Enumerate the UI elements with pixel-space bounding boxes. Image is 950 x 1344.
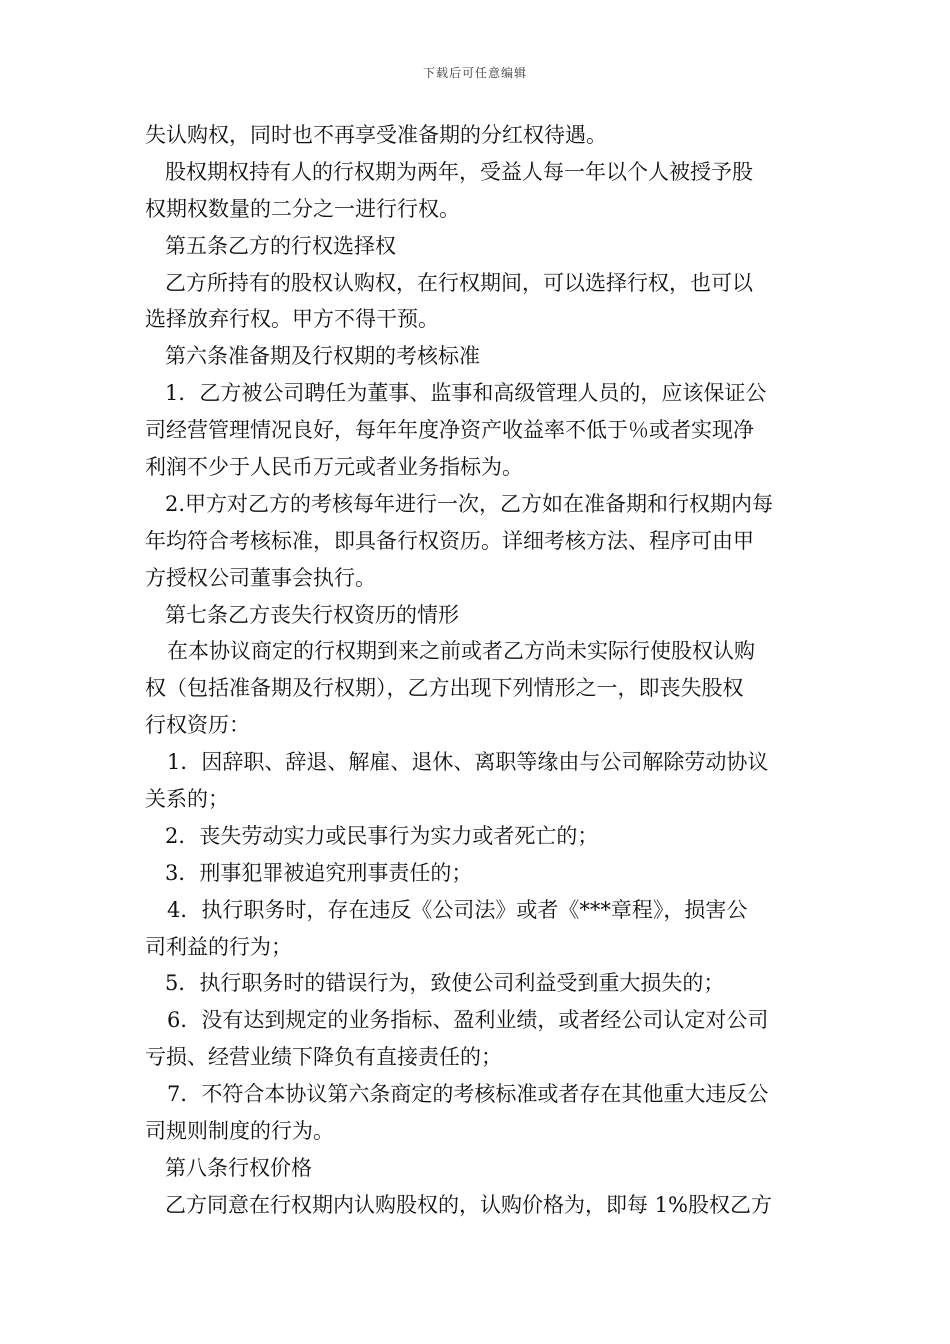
list-item: 1．乙方被公司聘任为董事、监事和高级管理人员的，应该保证公 [165,381,767,406]
list-item: 7．不符合本协议第六条商定的考核标准或者存在其他重大违反公 [167,1082,769,1107]
text-line: 关系的； [145,787,229,812]
text-line: 行权资历： [145,713,250,738]
section-heading: 第八条行权价格 [165,1155,312,1180]
text-line: 股权期权持有人的行权期为两年，受益人每一年以个人被授予股 [165,159,753,184]
list-item: 6．没有达到规定的业务指标、盈利业绩，或者经公司认定对公司 [167,1008,769,1033]
text-line: 选择放弃行权。甲方不得干预。 [145,307,439,332]
text-line: 司经营管理情况良好，每年年度净资产收益率不低于％或者实现净 [145,418,754,443]
text-line: 方授权公司董事会执行。 [145,565,376,590]
text-line: 司利益的行为； [145,934,292,959]
text-line: 利润不少于人民币万元或者业务指标为。 [145,455,523,480]
page-header-note: 下载后可任意编辑 [422,66,527,80]
list-item: 2．丧失劳动实力或民事行为实力或者死亡的； [165,823,599,848]
text-line: 在本协议商定的行权期到来之前或者乙方尚未实际行使股权认购 [167,639,755,664]
section-heading: 第七条乙方丧失行权资历的情形 [165,602,459,627]
list-item: 3．刑事犯罪被追究刑事责任的； [165,860,473,885]
text-line: 司规则制度的行为。 [145,1119,334,1144]
section-heading: 第六条准备期及行权期的考核标准 [165,344,480,369]
document-body [145,117,807,1224]
list-item: 1．因辞职、辞退、解雇、退休、离职等缘由与公司解除劳动协议 [167,750,769,775]
list-item: 4．执行职务时，存在违反《公司法》或者《***章程》，损害公 [167,897,748,922]
list-item: 5．执行职务时的错误行为，致使公司利益受到重大损失的； [165,971,725,996]
section-heading: 第五条乙方的行权选择权 [165,233,396,258]
list-item: 2.甲方对乙方的考核每年进行一次，乙方如在准备期和行权期内每 [165,491,774,516]
text-line: 权（包括准备期及行权期），乙方出现下列情形之一，即丧失股权 [145,676,744,701]
text-line: 乙方所持有的股权认购权，在行权期间，可以选择行权，也可以 [165,270,753,295]
text-line: 失认购权，同时也不再享受准备期的分红权待遇。 [145,123,607,147]
text-line: 乙方同意在行权期内认购股权的，认购价格为，即每 1%股权乙方 [165,1192,772,1217]
text-line: 年均符合考核标准，即具备行权资历。详细考核方法、程序可由甲 [145,528,754,553]
text-line: 权期权数量的二分之一进行行权。 [145,196,460,221]
text-line: 亏损、经营业绩下降负有直接责任的； [145,1045,502,1070]
